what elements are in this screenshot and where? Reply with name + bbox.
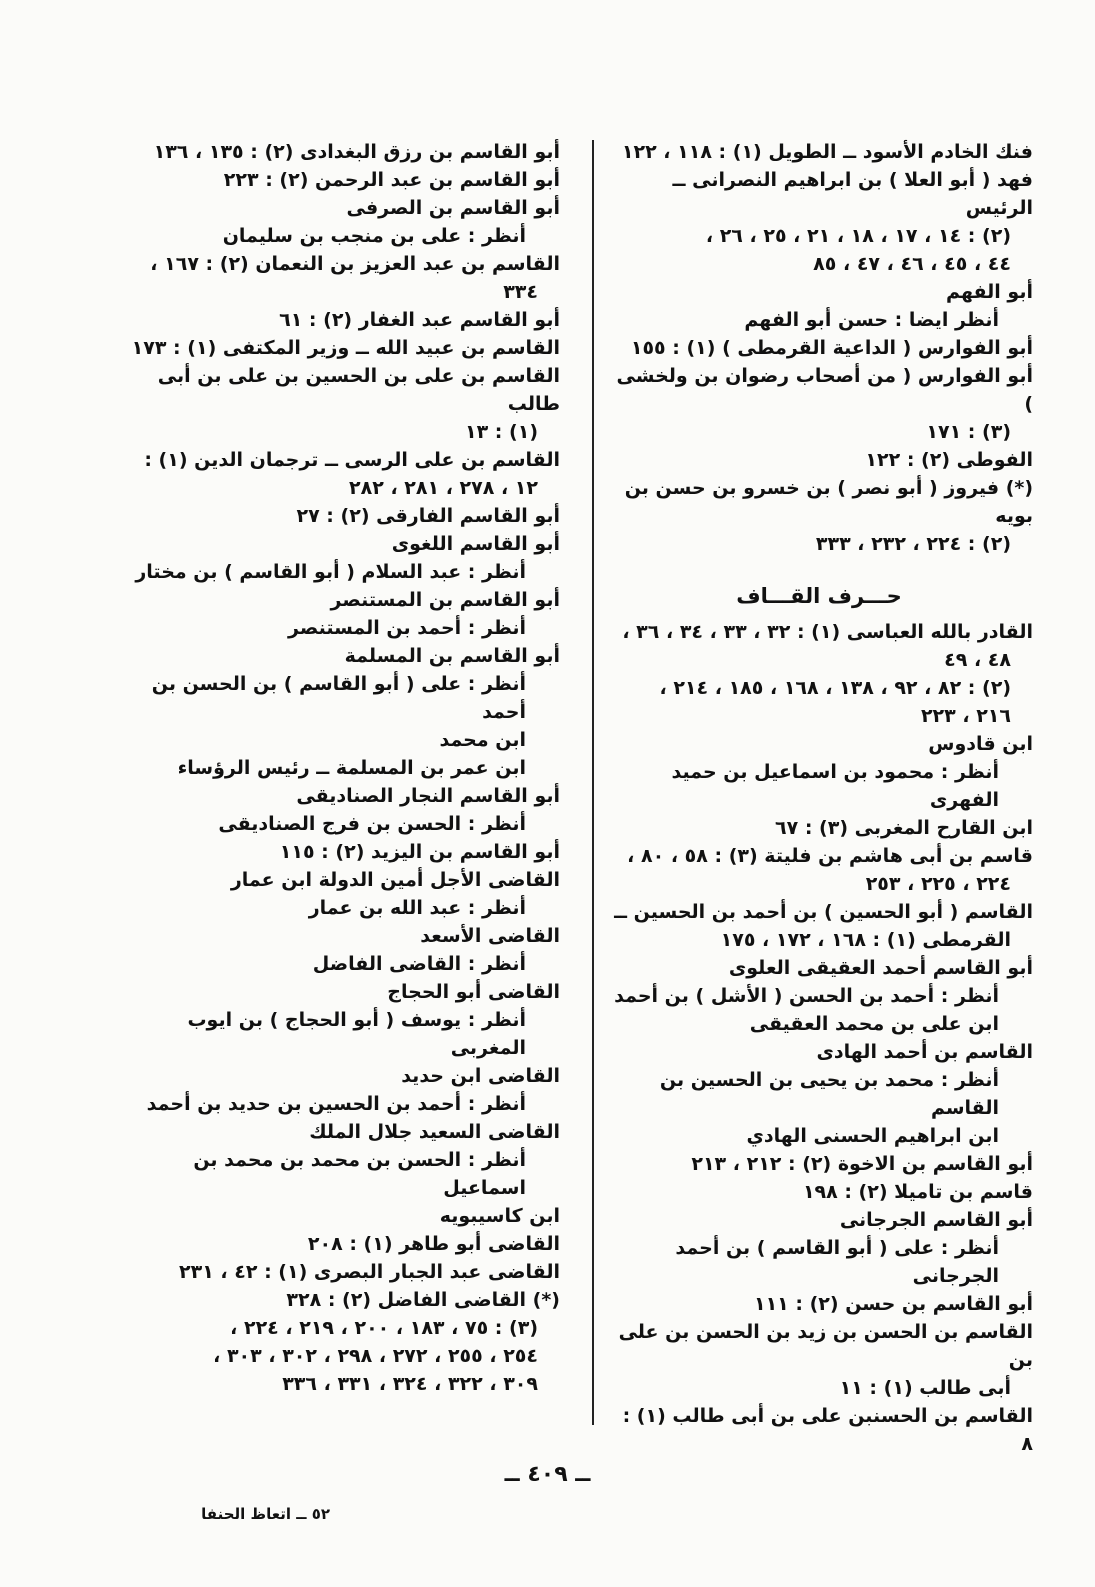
index-cross-reference: أنظر : عبد السلام ( أبو القاسم ) بن مختار <box>135 561 526 583</box>
index-entry: (*) فيروز ( أبو نصر ) بن خسرو بن حسن بن بويه <box>624 477 1033 527</box>
index-entry: قاسم بن أبى هاشم بن فليتة (٣) : ٥٨ ، ٨٠ ، <box>627 845 1033 867</box>
index-entry: القاسم ( أبو الحسين ) بن أحمد بن الحسين ــ <box>614 901 1033 923</box>
index-entry-continuation: (٣) : ٧٥ ، ١٨٣ ، ٢٠٠ ، ٢١٩ ، ٢٢٤ ، <box>230 1317 538 1339</box>
index-entry-continuation: (٣) : ١٧١ <box>926 421 1011 443</box>
index-entry: ابن قادوس <box>928 733 1033 755</box>
index-cross-reference: أنظر : على ( أبو القاسم ) بن الحسن بن أحمد <box>151 673 526 723</box>
index-entry-continuation: ٤٨ ، ٤٩ <box>944 649 1011 671</box>
index-entry: أبو القاسم الجرجانى <box>839 1209 1033 1231</box>
index-entry: القاسم بن عبد العزيز بن النعمان (٢) : ١٦٧ ، <box>150 253 560 275</box>
index-entry: أبو القاسم بن عبد الرحمن (٢) : ٢٢٣ <box>223 169 560 191</box>
index-entry: ابن القارح المغربى (٣) : ٦٧ <box>775 817 1033 839</box>
index-entry-continuation: ٢٢٤ ، ٢٢٥ ، ٢٥٣ <box>865 873 1011 895</box>
section-heading: حـــرف القـــاف <box>736 584 902 608</box>
index-entry-continuation: ٣٣٤ <box>503 281 538 303</box>
index-cross-reference: ابن على بن محمد العقيقى <box>749 1013 999 1035</box>
page-number: ــ ٤٠٩ ــ <box>504 1462 591 1487</box>
index-entry-continuation: (٢) : ٢٢٤ ، ٢٣٢ ، ٣٣٣ <box>815 533 1011 555</box>
index-cross-reference: أنظر : يوسف ( أبو الحجاج ) بن ايوب المغربى <box>187 1009 526 1059</box>
index-entry: القاضى أبو الحجاج <box>387 981 560 1003</box>
index-entry-continuation: (٢) : ٨٢ ، ٩٢ ، ١٣٨ ، ١٦٨ ، ١٨٥ ، ٢١٤ ، <box>659 677 1011 699</box>
index-entry: أبو القاسم بن حسن (٢) : ١١١ <box>753 1293 1033 1315</box>
spacer <box>605 558 1033 572</box>
index-entry-continuation: ٤٤ ، ٤٥ ، ٤٦ ، ٤٧ ، ٨٥ <box>813 253 1011 275</box>
index-entry: ابن كاسيبويه <box>439 1205 560 1227</box>
index-entry: القاضى الأسعد <box>420 925 560 947</box>
index-entry: أبو القاسم بن الاخوة (٢) : ٢١٢ ، ٢١٣ <box>691 1153 1033 1175</box>
index-cross-reference: أنظر : أحمد بن الحسن ( الأشل ) بن أحمد <box>614 985 999 1007</box>
column-divider <box>592 140 594 1425</box>
index-entry: فهد ( أبو العلا ) بن ابراهيم النصرانى ــ الرئيس <box>672 169 1033 219</box>
index-entry: القاضى السعيد جلال الملك <box>309 1121 560 1143</box>
index-entry: أبو القاسم بن المستنصر <box>330 589 560 611</box>
index-cross-reference: أنظر : الحسن بن محمد بن محمد بن اسماعيل <box>193 1149 526 1199</box>
index-column-left <box>130 138 560 1398</box>
index-entry: فنك الخادم الأسود ــ الطويل (١) : ١١٨ ، ١٢٢ <box>621 141 1033 163</box>
index-cross-reference: أنظر ايضا : حسن أبو الفهم <box>744 309 999 331</box>
index-entry: القاضى عبد الجبار البصرى (١) : ٤٢ ، ٢٣١ <box>179 1261 560 1283</box>
index-cross-reference: أنظر : الحسن بن فرج الصناديقى <box>218 813 526 835</box>
index-entry: أبو القاسم بن المسلمة <box>344 645 560 667</box>
index-cross-reference: أنظر : أحمد بن الحسين بن حديد بن أحمد <box>146 1093 526 1115</box>
index-cross-reference: أنظر : أحمد بن المستنصر <box>288 617 526 639</box>
index-cross-reference: ابن ابراهيم الحسنى الهادي <box>746 1125 999 1147</box>
index-entry: أبو الفوارس ( الداعية القرمطى ) (١) : ١٥٥ <box>630 337 1033 359</box>
index-cross-reference: أنظر : محمود بن اسماعيل بن حميد الفهرى <box>671 761 999 811</box>
index-entry: أبو القاسم بن رزق البغدادى (٢) : ١٣٥ ، ١٣٦ <box>153 141 560 163</box>
index-entry: القاضى الأجل أمين الدولة ابن عمار <box>230 869 560 891</box>
index-cross-reference: أنظر : على بن منجب بن سليمان <box>222 225 526 247</box>
index-entry-continuation: (٢) : ١٤ ، ١٧ ، ١٨ ، ٢١ ، ٢٥ ، ٢٦ ، <box>705 225 1011 247</box>
index-entry-continuation: ٢٥٤ ، ٢٥٥ ، ٢٧٢ ، ٢٩٨ ، ٣٠٢ ، ٣٠٣ ، <box>213 1345 538 1367</box>
index-entry: القاسم بن أحمد الهادى <box>816 1041 1033 1063</box>
index-entry: القاسم بن على الرسى ــ ترجمان الدين (١) : <box>144 449 560 471</box>
index-column-right <box>605 138 1033 1458</box>
index-cross-reference: أنظر : عبد الله بن عمار <box>308 897 526 919</box>
index-entry: أبو القاسم الفارقى (٢) : ٢٧ <box>296 505 560 527</box>
index-entry: أبو القاسم اللغوى <box>391 533 560 555</box>
index-cross-reference: أنظر : محمد بن يحيى بن الحسين بن القاسم <box>659 1069 999 1119</box>
index-cross-reference: أنظر : على ( أبو القاسم ) بن أحمد الجرجانى <box>675 1237 999 1287</box>
index-entry: أبو القاسم أحمد العقيقى العلوى <box>728 957 1033 979</box>
index-cross-reference: ابن محمد <box>439 729 526 751</box>
index-entry: القاضى ابن حديد <box>401 1065 560 1087</box>
index-cross-reference: ابن عمر بن المسلمة ــ رئيس الرؤساء <box>177 757 526 779</box>
index-entry-continuation: أبى طالب (١) : ١١ <box>839 1377 1011 1399</box>
index-entry-continuation: ٢١٦ ، ٢٢٣ <box>920 705 1011 727</box>
index-entry: القاسم بن عبيد الله ــ وزير المكتفى (١) : ١٧٣ <box>131 337 560 359</box>
index-entry: القاسم بن الحسن بن زيد بن الحسن بن على بن <box>618 1321 1033 1371</box>
index-entry-continuation: ١٢ ، ٢٧٨ ، ٢٨١ ، ٢٨٢ <box>349 477 538 499</box>
index-entry-continuation: ٣٠٩ ، ٣٢٢ ، ٣٢٤ ، ٣٣١ ، ٣٣٦ <box>282 1373 538 1395</box>
footer-signature: ٥٢ ــ اتعاظ الحنفا <box>201 1505 330 1523</box>
index-cross-reference: أنظر : القاضى الفاضل <box>312 953 526 975</box>
index-entry: قاسم بن تاميلا (٢) : ١٩٨ <box>802 1181 1033 1203</box>
index-entry: أبو الفوارس ( من أصحاب رضوان بن ولخشى ) <box>616 365 1033 415</box>
index-entry: (*) القاضى الفاضل (٢) : ٣٢٨ <box>286 1289 560 1311</box>
index-entry-continuation: القرمطى (١) : ١٦٨ ، ١٧٢ ، ١٧٥ <box>720 929 1011 951</box>
index-entry: القاسم بن الحسنبن على بن أبى طالب (١) : ٨ <box>622 1405 1033 1455</box>
index-entry: أبو القاسم عبد الغفار (٢) : ٦١ <box>279 309 560 331</box>
index-entry: القادر بالله العباسى (١) : ٣٢ ، ٣٣ ، ٣٤ ، ٣٦ ، <box>622 621 1033 643</box>
index-entry: القاضى أبو طاهر (١) : ٢٠٨ <box>307 1233 560 1255</box>
index-entry: أبو الفهم <box>946 281 1033 303</box>
index-entry: أبو القاسم بن الصرفى <box>346 197 560 219</box>
index-entry: الفوطى (٢) : ١٢٢ <box>865 449 1033 471</box>
index-entry: أبو القاسم النجار الصناديقى <box>296 785 560 807</box>
index-entry: أبو القاسم بن اليزيد (٢) : ١١٥ <box>279 841 560 863</box>
index-entry: القاسم بن على بن الحسين بن على بن أبى طالب <box>157 365 560 415</box>
index-entry-continuation: (١) : ١٣ <box>464 421 538 443</box>
